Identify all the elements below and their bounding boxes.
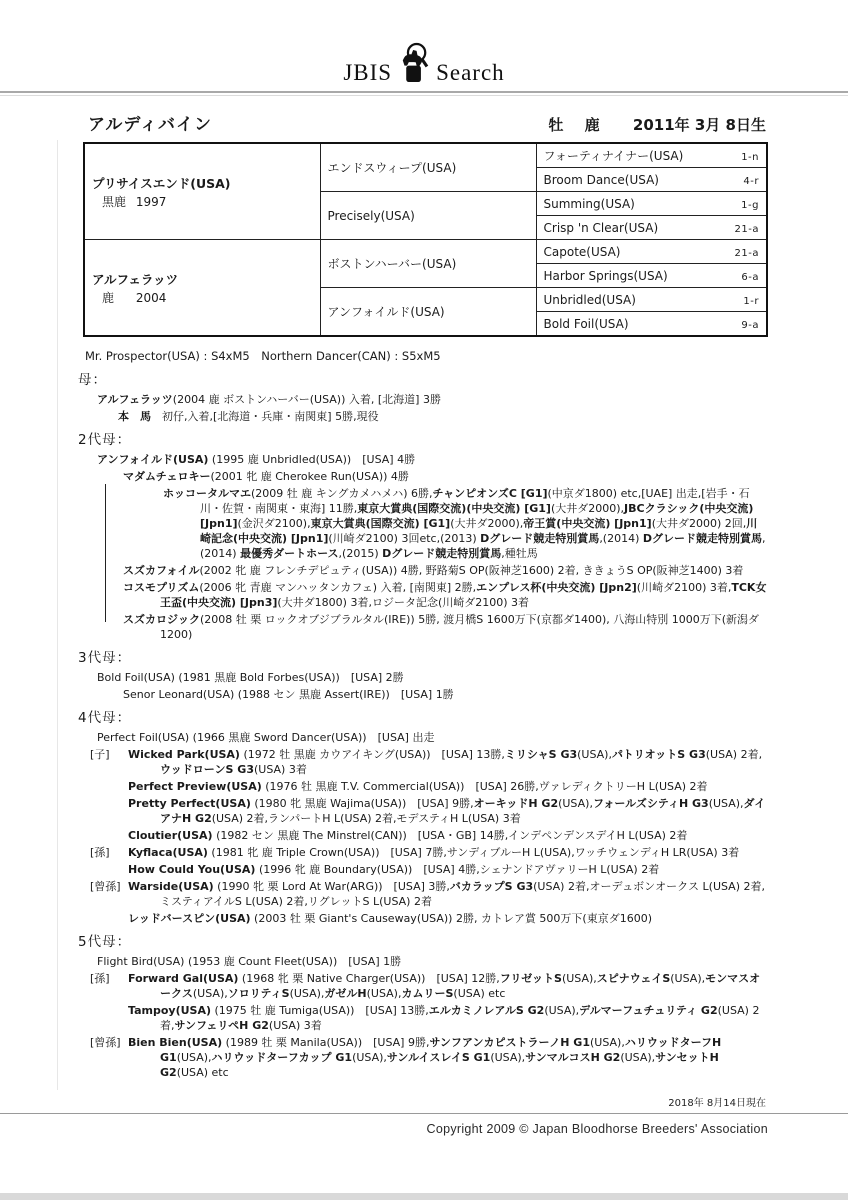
pedigree-entry xyxy=(78,730,768,745)
entry-text: (USA), xyxy=(490,1051,526,1064)
highlighted-name: ハリウッドターフH G1 xyxy=(160,1036,722,1064)
pedigree-table xyxy=(83,142,768,337)
entry-text: (大井ダ2000), xyxy=(450,517,524,530)
entry-text: (USA), xyxy=(176,1051,212,1064)
entry-text: (USA), xyxy=(192,987,228,1000)
entry-text: (2002 牝 鹿 フレンチデピュティ(USA)) 4勝, 野路菊S OP(阪神芝1600) 2着, ききょうS OP(阪神芝1400) 3着 xyxy=(199,564,744,577)
entry-text: (川崎ダ2100) 3着, xyxy=(636,581,732,594)
entry-text: Senor Leonard(USA) (1988 セン 黒鹿 Assert(IRE)) [USA] 1勝 xyxy=(123,688,454,701)
highlighted-name: オーキッドH G2 xyxy=(473,797,559,810)
pedigree-entry xyxy=(78,409,768,424)
family-number: 6-a xyxy=(741,271,759,283)
entry-text: (1982 セン 黒鹿 The Minstrel(CAN)) [USA・GB] 14勝,インデペンデンスデイH L(USA) 2着 xyxy=(212,829,688,842)
entry-text: (USA), xyxy=(620,1051,656,1064)
pedigree-entry xyxy=(78,1035,768,1080)
highlighted-name: ウッドローンS G3 xyxy=(160,763,254,776)
entry-text: (USA) 2着, xyxy=(705,748,763,761)
highlighted-name: サンフアンカピストラーノH G1 xyxy=(429,1036,590,1049)
generation-label: [曾孫] xyxy=(90,880,121,893)
highlighted-name: モンマスオークス xyxy=(160,972,761,1000)
pedigree-cell-greatgrandparent xyxy=(536,288,767,312)
highlighted-name: Bien Bien(USA) xyxy=(128,1036,223,1049)
entry-text: Flight Bird(USA) (1953 鹿 Count Fleet(USA)) [USA] 1勝 xyxy=(97,955,402,968)
sire-name: プリサイスエンド(USA) xyxy=(92,175,231,191)
pedigree-cell-grandparent: Precisely(USA) xyxy=(320,192,536,240)
entry-text: (USA) etc xyxy=(453,987,506,1000)
entry-text: (USA) 2着,ランパートH L(USA) 2着,モデスティH L(USA) 3着 xyxy=(211,812,521,825)
pedigree-cell-grandparent: アンフォイルド(USA) xyxy=(320,288,536,337)
dam-year: 2004 xyxy=(135,290,167,305)
highlighted-name: スズカフォイル xyxy=(123,564,200,577)
highlighted-name: 本 馬 xyxy=(118,410,151,423)
pedigree-entry xyxy=(78,828,768,843)
entry-text: (2004 鹿 ボストンハーバー(USA)) 入着, [北海道] 3勝 xyxy=(172,393,441,406)
highlighted-name: ミリシャS G3 xyxy=(504,748,578,761)
highlighted-name: Tampoy(USA) xyxy=(128,1004,211,1017)
entry-text: ,(2014) xyxy=(200,532,766,560)
family-number: 1-r xyxy=(743,295,759,307)
entry-text: (1980 牝 黒鹿 Wajima(USA)) [USA] 9勝, xyxy=(250,797,474,810)
pedigree-cell-sire xyxy=(84,143,320,240)
dam-name: アルフェラッツ xyxy=(92,271,179,287)
ggp-name: Bold Foil(USA) xyxy=(543,316,629,331)
entry-text: (USA), xyxy=(589,1036,625,1049)
entry-text: (1981 牝 鹿 Triple Crown(USA)) [USA] 7勝,サンディブルーH L(USA),ワッチウェンディH LR(USA) 3着 xyxy=(207,846,740,859)
entry-text: (USA), xyxy=(289,987,325,1000)
pedigree-entry xyxy=(78,911,768,926)
pedigree-cell-grandparent: エンドスウィープ(USA) xyxy=(320,143,536,192)
entry-text: (1990 牝 栗 Lord At War(ARG)) [USA] 3勝, xyxy=(213,880,450,893)
dam-coat: 鹿 xyxy=(102,290,115,305)
pedigree-entry xyxy=(78,452,768,467)
highlighted-name: スズカロジック xyxy=(123,613,200,626)
pedigree-entry xyxy=(78,1003,768,1033)
entry-text: (1975 牡 鹿 Tumiga(USA)) [USA] 13勝, xyxy=(211,1004,429,1017)
entry-text: (金沢ダ2100), xyxy=(237,517,311,530)
entry-text: (2001 牝 鹿 Cherokee Run(USA)) 4勝 xyxy=(210,470,409,483)
entry-text: (大井ダ2000) 2回, xyxy=(651,517,747,530)
pedigree-entry xyxy=(78,486,768,561)
highlighted-name: ソロリティS xyxy=(227,987,290,1000)
highlighted-name: Dグレード競走特別賞馬 xyxy=(642,532,763,545)
entry-text: ,(2014) xyxy=(599,532,643,545)
generation-label: [子] xyxy=(90,748,110,761)
entry-text: (1995 鹿 Unbridled(USA)) [USA] 4勝 xyxy=(208,453,416,466)
entry-text: (USA), xyxy=(558,797,593,810)
highlighted-name: 帝王賞(中央交流) [Jpn1] xyxy=(523,517,652,530)
highlighted-name: デルマーフュチュリティ G2 xyxy=(579,1004,718,1017)
header-separator xyxy=(0,91,848,96)
highlighted-name: 東京大賞典(国際交流)(中央交流) [G1] xyxy=(357,502,551,515)
highlighted-name: サンルイスレイS G1 xyxy=(386,1051,491,1064)
as-of-date: 2018年 8月14日現在 xyxy=(668,1098,766,1109)
highlighted-name: Wicked Park(USA) xyxy=(128,748,240,761)
highlighted-name: レッドバースピン(USA) xyxy=(128,912,251,925)
entry-text: (USA), xyxy=(670,972,706,985)
highlighted-name: スピナウェイS xyxy=(596,972,671,985)
highlighted-name: エルカミノレアルS G2 xyxy=(428,1004,545,1017)
highlighted-name: アルフェラッツ xyxy=(97,393,173,406)
pedigree-cell-greatgrandparent xyxy=(536,168,767,192)
section-heading: 3代母： xyxy=(78,650,132,666)
ggp-name: Harbor Springs(USA) xyxy=(543,268,668,283)
pedigree-entry xyxy=(78,845,768,860)
highlighted-name: 川崎記念(中央交流) [Jpn1] xyxy=(200,517,758,545)
section-heading: 母： xyxy=(78,372,107,388)
pedigree-entry xyxy=(78,687,768,702)
family-line-sections xyxy=(78,349,768,1080)
family-number: 9-a xyxy=(741,319,759,331)
generation-label: [孫] xyxy=(90,972,110,985)
highlighted-name: TCK女王盃(中央交流) [Jpn3] xyxy=(160,581,767,609)
highlighted-name: サンフェリペH G2 xyxy=(174,1019,269,1032)
highlighted-name: コスモプリズム xyxy=(123,581,200,594)
jbis-logo-text-left: JBIS xyxy=(343,60,393,85)
pedigree-entry xyxy=(78,779,768,794)
pedigree-entry xyxy=(78,879,768,909)
entry-text: (USA), xyxy=(577,748,612,761)
entry-text: (2008 牡 栗 ロックオブジブラルタル(IRE)) 5勝, 渡月橋S 1600万下(京都ダ1400), 八海山特別 1000万下(新潟ダ1200) xyxy=(160,613,760,641)
ggp-name: Broom Dance(USA) xyxy=(543,172,659,187)
highlighted-name: フォールズシティH G3 xyxy=(592,797,709,810)
pedigree-cell-dam xyxy=(84,240,320,337)
highlighted-name: JBCクラシック(中央交流) [Jpn1] xyxy=(200,502,754,530)
family-number: 1-g xyxy=(741,199,759,211)
highlighted-name: アンフォイルド(USA) xyxy=(97,453,209,466)
horse-name-title: アルディバイン xyxy=(88,115,212,135)
pedigree-entry xyxy=(78,469,768,484)
entry-text: (USA), xyxy=(708,797,744,810)
horse-profile xyxy=(548,114,766,135)
highlighted-name: カムリーS xyxy=(401,987,454,1000)
sire-year: 1997 xyxy=(135,194,167,209)
highlighted-name: Warside(USA) xyxy=(128,880,214,893)
entry-text: (1968 牝 栗 Native Charger(USA)) [USA] 12勝, xyxy=(238,972,500,985)
highlighted-name: 東京大賞典(国際交流) [G1] xyxy=(310,517,451,530)
highlighted-name: Cloutier(USA) xyxy=(128,829,213,842)
highlighted-name: サンマルコスH G2 xyxy=(525,1051,621,1064)
pedigree-cell-greatgrandparent xyxy=(536,216,767,240)
pedigree-entry xyxy=(78,392,768,407)
entry-text: (USA) 2着, xyxy=(160,1004,760,1032)
highlighted-name: Dグレード競走特別賞馬 xyxy=(382,547,502,560)
pedigree-entry xyxy=(78,563,768,578)
sire-coat: 黒鹿 xyxy=(102,194,127,209)
pedigree-cell-greatgrandparent xyxy=(536,264,767,288)
entry-text: (USA), xyxy=(544,1004,580,1017)
birthdate-label: 2011年 3月 8日生 xyxy=(632,116,766,134)
offspring-group xyxy=(78,469,768,642)
footer xyxy=(0,1094,848,1136)
entry-text: (大井ダ1800) 3着,ロジータ記念(川崎ダ2100) 3着 xyxy=(277,596,530,609)
magnifier-horse-icon xyxy=(395,41,433,90)
pedigree-cell-greatgrandparent xyxy=(536,312,767,337)
coat-label: 鹿 xyxy=(584,116,600,134)
entry-text: (USA) 2着,オーデュボンオークス L(USA) 2着,ミスティアイルS L(USA) 2着,リグレットS L(USA) 2着 xyxy=(160,880,765,908)
family-number: 21-a xyxy=(734,223,759,235)
ggp-name: フォーティナイナー(USA) xyxy=(543,149,684,163)
highlighted-name: エンプレス杯(中央交流) [Jpn2] xyxy=(476,581,637,594)
pedigree-entry xyxy=(78,796,768,826)
highlighted-name: フリゼットS xyxy=(499,972,562,985)
entry-text: 初仔,入着,[北海道・兵庫・南関東] 5勝,現役 xyxy=(151,410,379,423)
ggp-name: Crisp 'n Clear(USA) xyxy=(543,220,659,235)
inbreeding-line: Mr. Prospector(USA) : S4xM5 Northern Dancer(CAN) : S5xM5 xyxy=(85,349,441,363)
highlighted-name: 最優秀ダートホース xyxy=(240,547,339,560)
pedigree-entry xyxy=(78,954,768,969)
entry-text: ,(2015) xyxy=(338,547,383,560)
ggp-name: Unbridled(USA) xyxy=(543,292,636,307)
entry-text: (USA), xyxy=(561,972,597,985)
highlighted-name: チャンピオンズC [G1] xyxy=(432,487,548,500)
highlighted-name: Forward Gal(USA) xyxy=(128,972,239,985)
entry-text: (1976 牡 黒鹿 T.V. Commercial(USA)) [USA] 26勝,ヴァレディクトリーH L(USA) 2着 xyxy=(261,780,708,793)
jbis-logo-text-right: Search xyxy=(436,60,505,85)
family-number: 4-r xyxy=(743,175,759,187)
footer-separator xyxy=(0,1113,848,1114)
generation-label: [孫] xyxy=(90,846,110,859)
entry-text: (2006 牝 青鹿 マンハッタンカフェ) 入着, [南関東] 2勝, xyxy=(199,581,477,594)
highlighted-name: バカラップS G3 xyxy=(449,880,534,893)
scan-artifact-line xyxy=(57,140,58,1090)
sex-label: 牡 xyxy=(548,116,564,134)
pedigree-cell-greatgrandparent xyxy=(536,192,767,216)
section-heading: 4代母： xyxy=(78,710,132,726)
highlighted-name: サンセットH G2 xyxy=(160,1051,719,1079)
entry-text: ,種牡馬 xyxy=(501,547,538,560)
pedigree-cell-greatgrandparent xyxy=(536,143,767,168)
entry-text: (中京ダ1800) etc,[UAE] 出走,[岩手・石川・佐賀・南関東・東海] 11勝, xyxy=(200,487,750,515)
entry-text: (川崎ダ2100) 3回etc,(2013) xyxy=(328,532,481,545)
highlighted-name: How Could You(USA) xyxy=(128,863,256,876)
entry-text: (1996 牝 鹿 Boundary(USA)) [USA] 4勝,シェナンドアヴァリーH L(USA) 2着 xyxy=(255,863,660,876)
entry-text: (USA) 3着 xyxy=(254,763,307,776)
family-number: 21-a xyxy=(734,247,759,259)
pedigree-entry xyxy=(78,971,768,1001)
family-number: 1-n xyxy=(741,152,759,163)
entry-text: (USA), xyxy=(366,987,402,1000)
entry-text: Bold Foil(USA) (1981 黒鹿 Bold Forbes(USA)) [USA] 2勝 xyxy=(97,671,404,684)
entry-text: (2003 牡 栗 Giant's Causeway(USA)) 2勝, カトレア賞 500万下(東京ダ1600) xyxy=(250,912,653,925)
pedigree-entry xyxy=(78,862,768,877)
highlighted-name: ダイアナH G2 xyxy=(160,797,766,825)
highlighted-name: Perfect Preview(USA) xyxy=(128,780,262,793)
highlighted-name: ハリウッドターフカップ G1 xyxy=(211,1051,353,1064)
highlighted-name: ホッコータルマエ xyxy=(163,487,251,500)
copyright-text: Copyright 2009 © Japan Bloodhorse Breeders' Association xyxy=(426,1122,768,1136)
scan-artifact-strip xyxy=(0,1193,848,1200)
pedigree-cell-greatgrandparent xyxy=(536,240,767,264)
generation-label: [曾孫] xyxy=(90,1036,121,1049)
jbis-logo xyxy=(0,0,848,86)
entry-text: Perfect Foil(USA) (1966 黒鹿 Sword Dancer(USA)) [USA] 出走 xyxy=(97,731,435,744)
pedigree-entry xyxy=(78,747,768,777)
ggp-name: Summing(USA) xyxy=(543,196,635,211)
highlighted-name: ガゼルH xyxy=(324,987,367,1000)
title-row xyxy=(78,110,768,135)
entry-text: (1989 牡 栗 Manila(USA)) [USA] 9勝, xyxy=(222,1036,430,1049)
entry-text: (USA) 3着 xyxy=(268,1019,322,1032)
highlighted-name: Pretty Perfect(USA) xyxy=(128,797,251,810)
highlighted-name: マダムチェロキー xyxy=(123,470,211,483)
highlighted-name: パトリオットS G3 xyxy=(611,748,706,761)
pedigree-entry xyxy=(78,580,768,610)
pedigree-cell-grandparent: ボストンハーバー(USA) xyxy=(320,240,536,288)
pedigree-entry xyxy=(78,670,768,685)
pedigree-entry xyxy=(78,612,768,642)
entry-text: (1972 牡 黒鹿 カウアイキング(USA)) [USA] 13勝, xyxy=(239,748,505,761)
highlighted-name: Kyflaca(USA) xyxy=(128,846,208,859)
highlighted-name: Dグレード競走特別賞馬 xyxy=(480,532,600,545)
entry-text: (2009 牡 鹿 キングカメハメハ) 6勝, xyxy=(251,487,433,500)
section-heading: 5代母： xyxy=(78,934,132,950)
entry-text: (大井ダ2000), xyxy=(550,502,625,515)
section-heading: 2代母： xyxy=(78,432,132,448)
ggp-name: Capote(USA) xyxy=(543,244,621,259)
entry-text: (USA), xyxy=(352,1051,387,1064)
entry-text: (USA) etc xyxy=(176,1066,229,1079)
